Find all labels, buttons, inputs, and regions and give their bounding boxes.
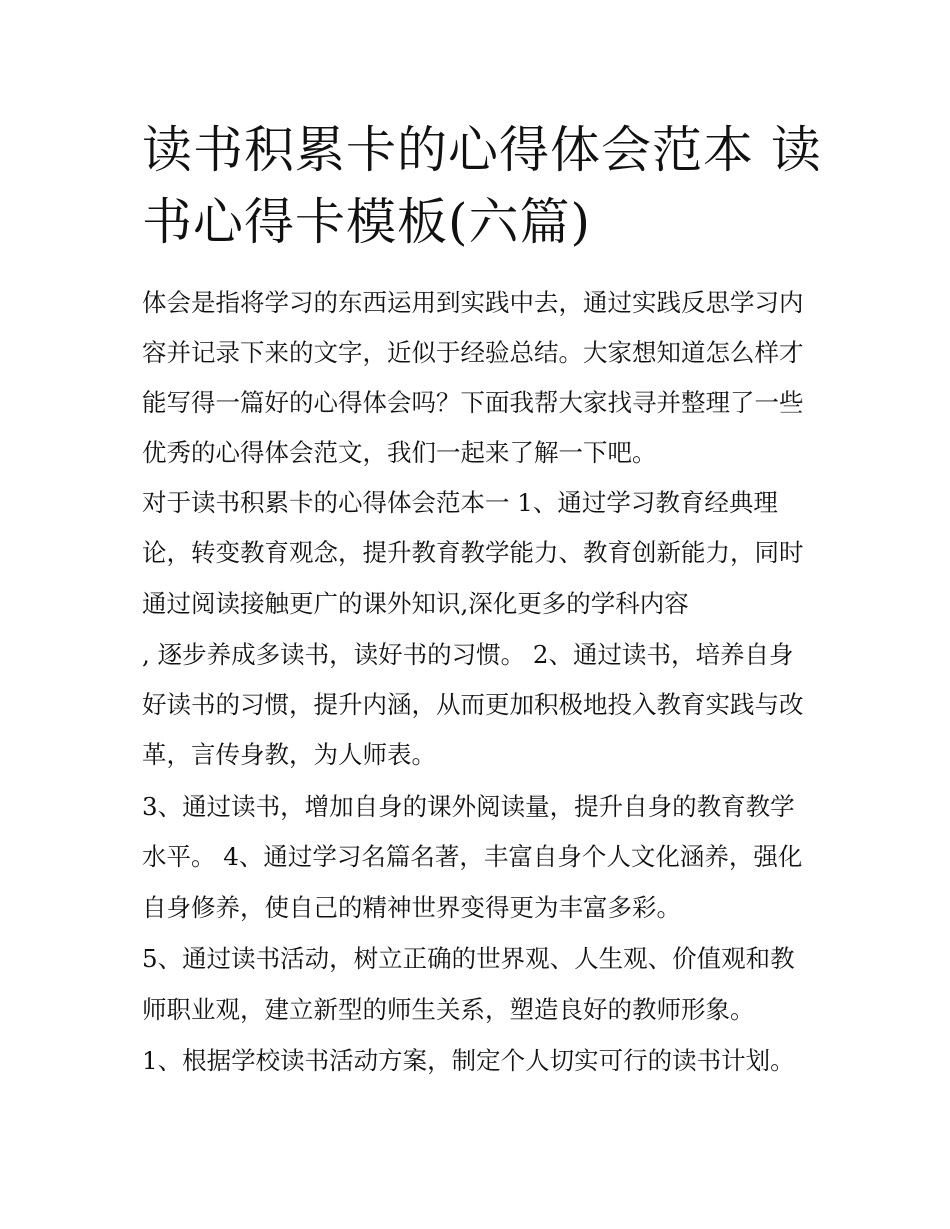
body-line: 5、通过读书活动，树立正确的世界观、人生观、价值观和教 xyxy=(142,944,795,973)
title-line-2: 书心得卡模板(六篇) xyxy=(142,193,592,251)
body-line: 能写得一篇好的心得体会吗？下面我帮大家找寻并整理了一些 xyxy=(142,388,804,417)
body-line: 通过阅读接触更广的课外知识,深化更多的学科内容 xyxy=(142,589,689,618)
body-line: 体会是指将学习的东西运用到实践中去，通过实践反思学习内 xyxy=(142,288,804,317)
body-line: 革，言传身教，为人师表。 xyxy=(142,740,436,769)
body-line: 3、通过读书，增加自身的课外阅读量，提升自身的教育教学 xyxy=(142,792,795,821)
body-line: 1、根据学校读书活动方案，制定个人切实可行的读书计划。 xyxy=(142,1046,795,1075)
body-line: 水平。 4、通过学习名篇名著，丰富自身个人文化涵养，强化 xyxy=(142,842,803,871)
body-line: 论，转变教育观念，提升教育教学能力、教育创新能力，同时 xyxy=(142,538,804,567)
document-title xyxy=(142,114,822,258)
body-line: 优秀的心得体会范文，我们一起来了解一下吧。 xyxy=(142,438,657,467)
body-line: 自身修养，使自己的精神世界变得更为丰富多彩。 xyxy=(142,893,681,922)
body-line: 容并记录下来的文字，近似于经验总结。大家想知道怎么样才 xyxy=(142,338,804,367)
body-line: , 逐步养成多读书，读好书的习惯。 2、通过读书，培养自身 xyxy=(142,640,794,669)
title-line-1: 读书积累卡的心得体会范本 读 xyxy=(142,121,822,179)
body-line: 对于读书积累卡的心得体会范本一 1、通过学习教育经典理 xyxy=(142,488,778,517)
body-line: 好读书的习惯，提升内涵，从而更加积极地投入教育实践与改 xyxy=(142,690,804,719)
body-line: 师职业观，建立新型的师生关系，塑造良好的教师形象。 xyxy=(142,995,755,1024)
